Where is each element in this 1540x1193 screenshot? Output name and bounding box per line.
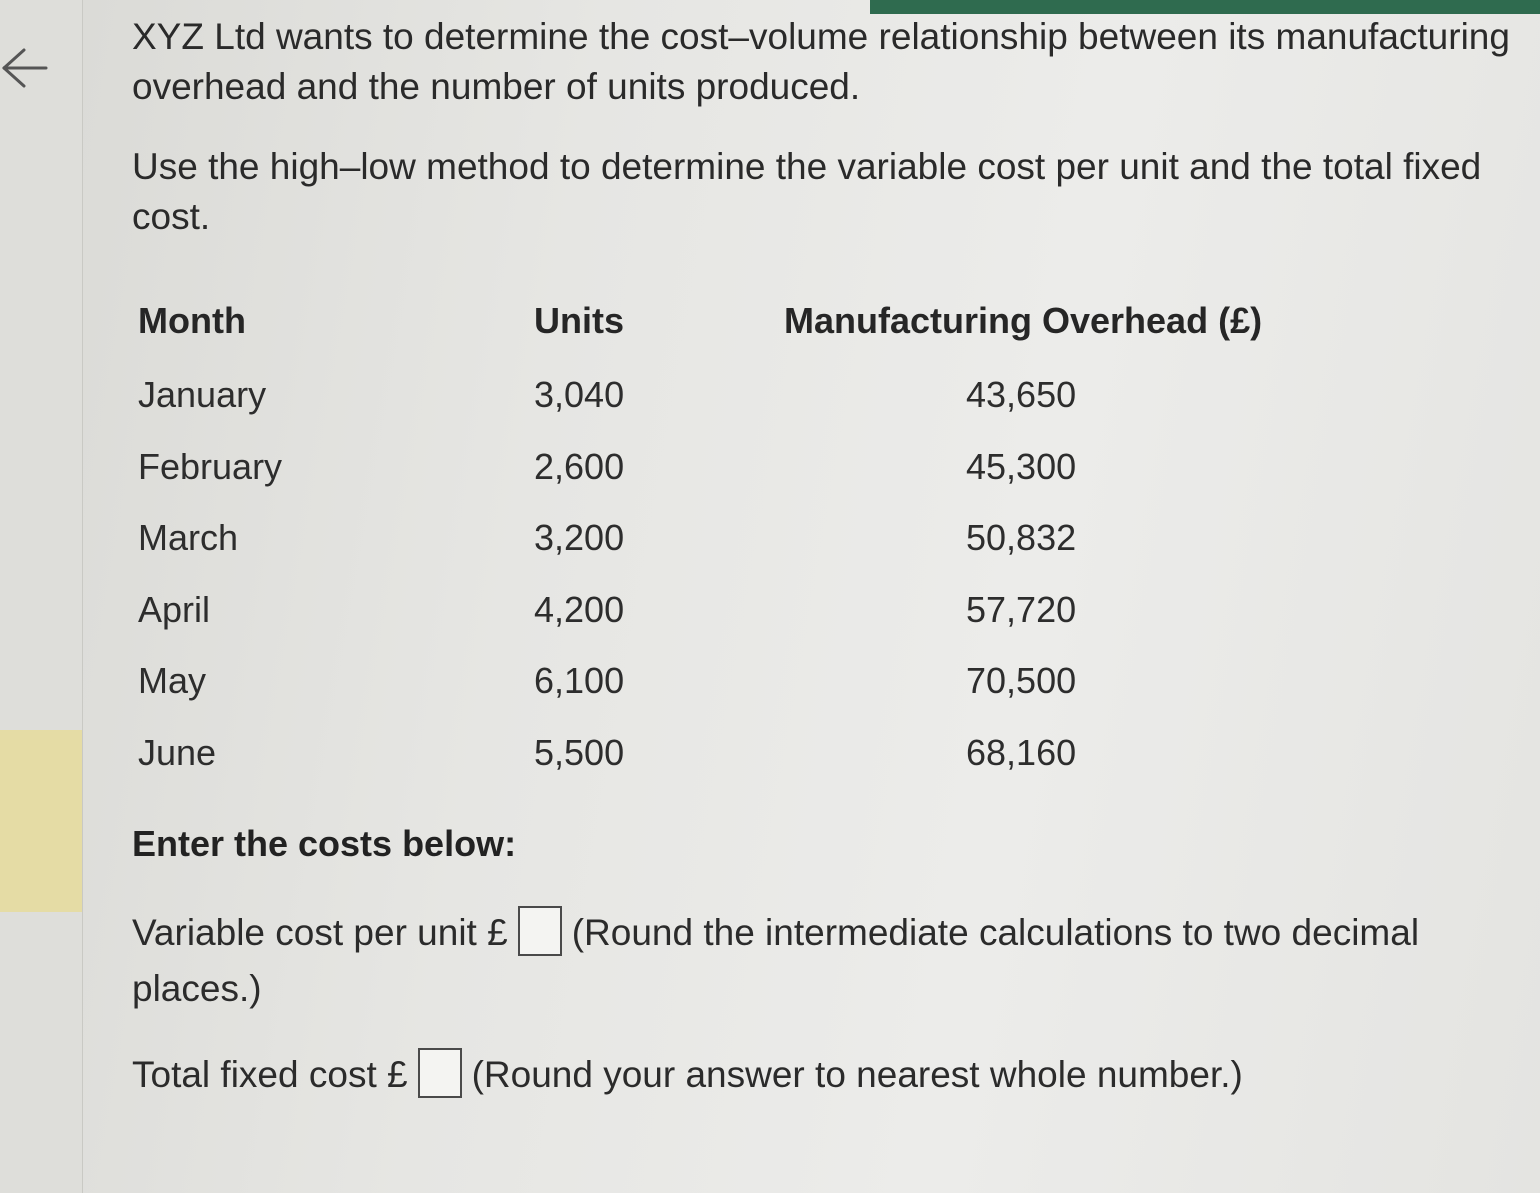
cell-units: 6,100 xyxy=(534,660,625,701)
header-month: Month xyxy=(138,300,246,341)
left-sidebar xyxy=(0,0,83,1193)
fixed-cost-line xyxy=(132,1047,1522,1103)
cell-overhead: 57,720 xyxy=(966,588,1077,630)
data-table xyxy=(132,300,1466,803)
cell-overhead: 45,300 xyxy=(966,445,1077,487)
table-row xyxy=(132,589,1466,661)
cell-month: March xyxy=(138,517,239,558)
fixed-cost-label: Total fixed cost £ xyxy=(132,1054,408,1095)
table-row xyxy=(132,517,1466,589)
cell-month: June xyxy=(138,731,217,773)
variable-cost-note: (Round the intermediate calculations to two decimal places.) xyxy=(132,912,1420,1009)
table-row xyxy=(132,446,1466,518)
cell-overhead: 50,832 xyxy=(966,517,1077,558)
variable-cost-input[interactable] xyxy=(518,906,562,956)
cell-units: 5,500 xyxy=(534,731,625,773)
header-overhead: Manufacturing Overhead (£) xyxy=(784,300,1263,341)
table-header-row xyxy=(132,300,1466,374)
question-instruction: Use the high–low method to determine the variable cost per unit and the total fixed cost. xyxy=(132,146,1482,237)
variable-cost-line xyxy=(132,905,1522,1017)
cell-overhead: 68,160 xyxy=(966,731,1077,773)
table-row xyxy=(132,732,1466,804)
header-units: Units xyxy=(534,300,624,341)
cell-overhead: 43,650 xyxy=(966,374,1077,415)
sidebar-highlight xyxy=(0,730,82,912)
cell-units: 4,200 xyxy=(534,588,625,630)
fixed-cost-note: (Round your answer to nearest whole number.) xyxy=(471,1054,1243,1095)
cell-units: 2,600 xyxy=(534,445,625,487)
back-arrow-icon[interactable] xyxy=(0,34,50,94)
cell-month: January xyxy=(138,374,267,415)
variable-cost-label: Variable cost per unit £ xyxy=(132,912,508,953)
table-row xyxy=(132,374,1466,446)
cell-units: 3,040 xyxy=(534,374,625,415)
cell-month: February xyxy=(138,445,283,487)
cell-month: April xyxy=(138,588,211,630)
question-intro: XYZ Ltd wants to determine the cost–volume relationship between its manufacturing overhead and the number of units produced. xyxy=(132,16,1510,107)
question-content xyxy=(132,12,1522,1103)
cell-month: May xyxy=(138,660,207,701)
cell-overhead: 70,500 xyxy=(966,660,1077,701)
cell-units: 3,200 xyxy=(534,517,625,558)
fixed-cost-input[interactable] xyxy=(418,1048,462,1098)
answers-section-title: Enter the costs below: xyxy=(132,823,517,864)
table-row xyxy=(132,660,1466,732)
